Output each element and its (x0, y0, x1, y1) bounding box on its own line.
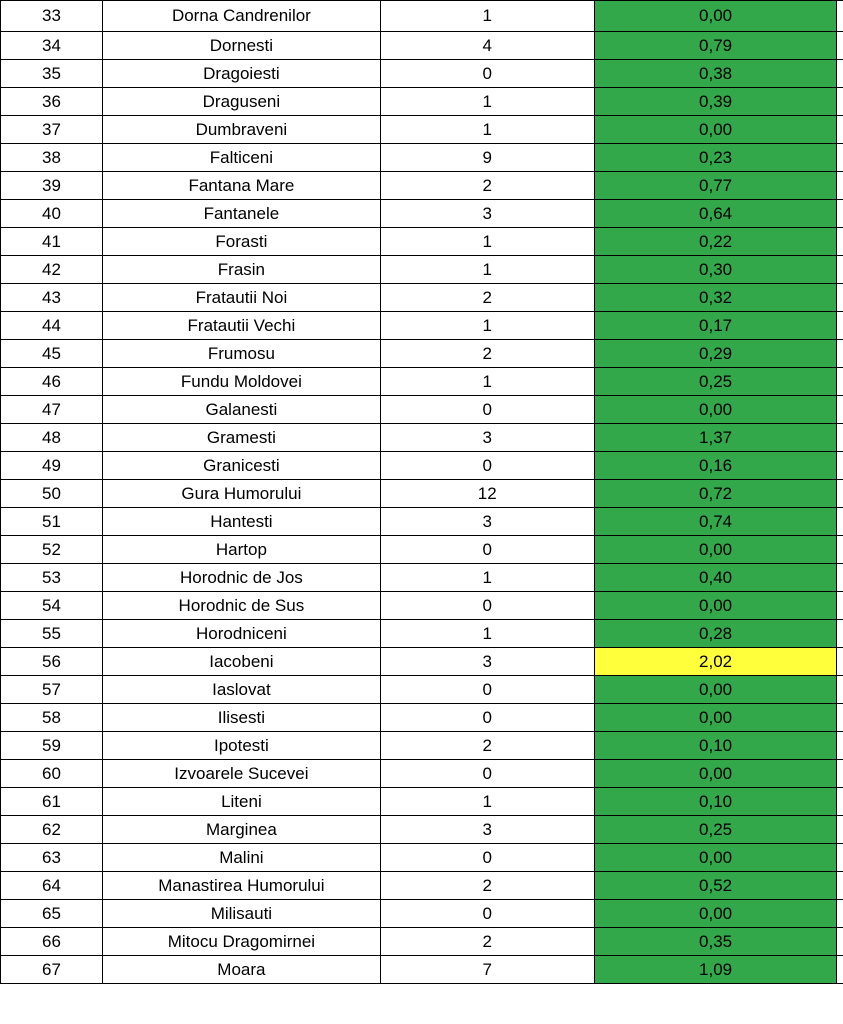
table-row[interactable] (1, 396, 843, 424)
cases-count-cell[interactable]: 0 (380, 704, 594, 732)
incidence-rate-cell[interactable]: 1,37 (594, 424, 837, 452)
table-row[interactable] (1, 1, 843, 32)
row-number-cell[interactable]: 66 (1, 928, 103, 956)
table-row[interactable] (1, 340, 843, 368)
cases-count-cell[interactable]: 0 (380, 536, 594, 564)
next-column-edge-cell[interactable] (837, 88, 843, 116)
row-number-cell[interactable]: 67 (1, 956, 103, 984)
cases-count-cell[interactable]: 2 (380, 928, 594, 956)
incidence-rate-cell[interactable]: 0,25 (594, 368, 837, 396)
cases-count-cell[interactable]: 7 (380, 956, 594, 984)
locality-name-cell[interactable]: Horodnic de Jos (102, 564, 380, 592)
table-row[interactable] (1, 508, 843, 536)
cases-count-cell[interactable]: 0 (380, 396, 594, 424)
next-column-edge-cell[interactable] (837, 480, 843, 508)
table-row[interactable] (1, 144, 843, 172)
next-column-edge-cell[interactable] (837, 172, 843, 200)
row-number-cell[interactable]: 46 (1, 368, 103, 396)
cases-count-cell[interactable]: 3 (380, 816, 594, 844)
next-column-edge-cell[interactable] (837, 368, 843, 396)
locality-name-cell[interactable]: Horodnic de Sus (102, 592, 380, 620)
cases-count-cell[interactable]: 12 (380, 480, 594, 508)
next-column-edge-cell[interactable] (837, 760, 843, 788)
next-column-edge-cell[interactable] (837, 340, 843, 368)
cases-count-cell[interactable]: 3 (380, 508, 594, 536)
locality-name-cell[interactable]: Marginea (102, 816, 380, 844)
incidence-rate-cell[interactable]: 0,00 (594, 396, 837, 424)
incidence-rate-cell[interactable]: 0,00 (594, 592, 837, 620)
table-row[interactable] (1, 200, 843, 228)
row-number-cell[interactable]: 44 (1, 312, 103, 340)
table-row[interactable] (1, 256, 843, 284)
row-number-cell[interactable]: 36 (1, 88, 103, 116)
cases-count-cell[interactable]: 0 (380, 592, 594, 620)
cases-count-cell[interactable]: 2 (380, 172, 594, 200)
row-number-cell[interactable]: 42 (1, 256, 103, 284)
cases-count-cell[interactable]: 3 (380, 200, 594, 228)
table-row[interactable] (1, 480, 843, 508)
row-number-cell[interactable]: 47 (1, 396, 103, 424)
next-column-edge-cell[interactable] (837, 592, 843, 620)
locality-name-cell[interactable]: Falticeni (102, 144, 380, 172)
cases-count-cell[interactable]: 1 (380, 564, 594, 592)
next-column-edge-cell[interactable] (837, 900, 843, 928)
cases-count-cell[interactable]: 0 (380, 844, 594, 872)
row-number-cell[interactable]: 33 (1, 1, 103, 32)
locality-name-cell[interactable]: Hantesti (102, 508, 380, 536)
locality-name-cell[interactable]: Ilisesti (102, 704, 380, 732)
table-row[interactable] (1, 872, 843, 900)
incidence-rate-cell[interactable]: 0,00 (594, 760, 837, 788)
cases-count-cell[interactable]: 2 (380, 340, 594, 368)
next-column-edge-cell[interactable] (837, 648, 843, 676)
next-column-edge-cell[interactable] (837, 116, 843, 144)
next-column-edge-cell[interactable] (837, 396, 843, 424)
cases-count-cell[interactable]: 1 (380, 788, 594, 816)
cases-count-cell[interactable]: 1 (380, 88, 594, 116)
locality-name-cell[interactable]: Malini (102, 844, 380, 872)
locality-name-cell[interactable]: Liteni (102, 788, 380, 816)
incidence-rate-cell[interactable]: 0,16 (594, 452, 837, 480)
cases-count-cell[interactable]: 0 (380, 900, 594, 928)
row-number-cell[interactable]: 35 (1, 60, 103, 88)
incidence-rate-cell[interactable]: 0,64 (594, 200, 837, 228)
incidence-rate-cell[interactable]: 0,40 (594, 564, 837, 592)
incidence-rate-cell[interactable]: 1,09 (594, 956, 837, 984)
incidence-rate-cell[interactable]: 0,00 (594, 900, 837, 928)
row-number-cell[interactable]: 41 (1, 228, 103, 256)
locality-name-cell[interactable]: Fundu Moldovei (102, 368, 380, 396)
locality-name-cell[interactable]: Gramesti (102, 424, 380, 452)
cases-count-cell[interactable]: 4 (380, 32, 594, 60)
cases-count-cell[interactable]: 0 (380, 760, 594, 788)
next-column-edge-cell[interactable] (837, 144, 843, 172)
cases-count-cell[interactable]: 1 (380, 256, 594, 284)
row-number-cell[interactable]: 60 (1, 760, 103, 788)
locality-name-cell[interactable]: Fratautii Noi (102, 284, 380, 312)
row-number-cell[interactable]: 49 (1, 452, 103, 480)
next-column-edge-cell[interactable] (837, 620, 843, 648)
table-row[interactable] (1, 956, 843, 984)
row-number-cell[interactable]: 58 (1, 704, 103, 732)
row-number-cell[interactable]: 52 (1, 536, 103, 564)
incidence-rate-cell[interactable]: 0,00 (594, 704, 837, 732)
row-number-cell[interactable]: 50 (1, 480, 103, 508)
incidence-rate-cell[interactable]: 0,74 (594, 508, 837, 536)
table-row[interactable] (1, 760, 843, 788)
locality-name-cell[interactable]: Iaslovat (102, 676, 380, 704)
locality-name-cell[interactable]: Milisauti (102, 900, 380, 928)
cases-count-cell[interactable]: 1 (380, 228, 594, 256)
row-number-cell[interactable]: 65 (1, 900, 103, 928)
cases-count-cell[interactable]: 0 (380, 452, 594, 480)
table-row[interactable] (1, 592, 843, 620)
table-row[interactable] (1, 788, 843, 816)
table-row[interactable] (1, 704, 843, 732)
cases-count-cell[interactable]: 0 (380, 60, 594, 88)
table-row[interactable] (1, 928, 843, 956)
table-row[interactable] (1, 620, 843, 648)
locality-name-cell[interactable]: Hartop (102, 536, 380, 564)
row-number-cell[interactable]: 63 (1, 844, 103, 872)
table-row[interactable] (1, 732, 843, 760)
incidence-rate-cell[interactable]: 0,32 (594, 284, 837, 312)
table-row[interactable] (1, 564, 843, 592)
table-row[interactable] (1, 844, 843, 872)
incidence-rate-cell[interactable]: 0,00 (594, 844, 837, 872)
table-row[interactable] (1, 536, 843, 564)
next-column-edge-cell[interactable] (837, 704, 843, 732)
locality-name-cell[interactable]: Forasti (102, 228, 380, 256)
locality-name-cell[interactable]: Izvoarele Sucevei (102, 760, 380, 788)
row-number-cell[interactable]: 39 (1, 172, 103, 200)
table-row[interactable] (1, 228, 843, 256)
cases-count-cell[interactable]: 2 (380, 872, 594, 900)
incidence-rate-cell[interactable]: 0,00 (594, 116, 837, 144)
next-column-edge-cell[interactable] (837, 452, 843, 480)
row-number-cell[interactable]: 43 (1, 284, 103, 312)
row-number-cell[interactable]: 45 (1, 340, 103, 368)
locality-name-cell[interactable]: Dragoiesti (102, 60, 380, 88)
locality-name-cell[interactable]: Gura Humorului (102, 480, 380, 508)
table-row[interactable] (1, 368, 843, 396)
row-number-cell[interactable]: 64 (1, 872, 103, 900)
incidence-rate-cell[interactable]: 0,28 (594, 620, 837, 648)
locality-name-cell[interactable]: Mitocu Dragomirnei (102, 928, 380, 956)
table-row[interactable] (1, 424, 843, 452)
row-number-cell[interactable]: 38 (1, 144, 103, 172)
incidence-rate-cell[interactable]: 0,10 (594, 788, 837, 816)
locality-name-cell[interactable]: Frumosu (102, 340, 380, 368)
incidence-rate-cell[interactable]: 0,00 (594, 676, 837, 704)
next-column-edge-cell[interactable] (837, 788, 843, 816)
cases-count-cell[interactable]: 1 (380, 1, 594, 32)
locality-name-cell[interactable]: Draguseni (102, 88, 380, 116)
next-column-edge-cell[interactable] (837, 508, 843, 536)
next-column-edge-cell[interactable] (837, 676, 843, 704)
next-column-edge-cell[interactable] (837, 956, 843, 984)
next-column-edge-cell[interactable] (837, 872, 843, 900)
incidence-rate-cell[interactable]: 0,17 (594, 312, 837, 340)
table-row[interactable] (1, 284, 843, 312)
incidence-rate-cell[interactable]: 0,23 (594, 144, 837, 172)
table-row[interactable] (1, 60, 843, 88)
row-number-cell[interactable]: 62 (1, 816, 103, 844)
locality-name-cell[interactable]: Moara (102, 956, 380, 984)
locality-name-cell[interactable]: Galanesti (102, 396, 380, 424)
table-row[interactable] (1, 676, 843, 704)
next-column-edge-cell[interactable] (837, 844, 843, 872)
incidence-rate-cell[interactable]: 2,02 (594, 648, 837, 676)
incidence-rate-cell[interactable]: 0,00 (594, 536, 837, 564)
locality-name-cell[interactable]: Horodniceni (102, 620, 380, 648)
incidence-rate-cell[interactable]: 0,25 (594, 816, 837, 844)
cases-count-cell[interactable]: 9 (380, 144, 594, 172)
next-column-edge-cell[interactable] (837, 424, 843, 452)
locality-name-cell[interactable]: Granicesti (102, 452, 380, 480)
next-column-edge-cell[interactable] (837, 816, 843, 844)
table-row[interactable] (1, 900, 843, 928)
row-number-cell[interactable]: 51 (1, 508, 103, 536)
next-column-edge-cell[interactable] (837, 1, 843, 32)
table-row[interactable] (1, 312, 843, 340)
table-row[interactable] (1, 816, 843, 844)
next-column-edge-cell[interactable] (837, 536, 843, 564)
row-number-cell[interactable]: 40 (1, 200, 103, 228)
incidence-rate-cell[interactable]: 0,00 (594, 1, 837, 32)
table-body (1, 1, 843, 984)
incidence-rate-cell[interactable]: 0,72 (594, 480, 837, 508)
row-number-cell[interactable]: 53 (1, 564, 103, 592)
cases-count-cell[interactable]: 1 (380, 368, 594, 396)
cases-count-cell[interactable]: 1 (380, 312, 594, 340)
row-number-cell[interactable]: 48 (1, 424, 103, 452)
row-number-cell[interactable]: 56 (1, 648, 103, 676)
locality-name-cell[interactable]: Iacobeni (102, 648, 380, 676)
next-column-edge-cell[interactable] (837, 32, 843, 60)
incidence-rate-cell[interactable]: 0,79 (594, 32, 837, 60)
row-number-cell[interactable]: 59 (1, 732, 103, 760)
incidence-rate-cell[interactable]: 0,29 (594, 340, 837, 368)
next-column-edge-cell[interactable] (837, 732, 843, 760)
incidence-rate-cell[interactable]: 0,10 (594, 732, 837, 760)
incidence-rate-cell[interactable]: 0,38 (594, 60, 837, 88)
table-row[interactable] (1, 648, 843, 676)
cases-count-cell[interactable]: 2 (380, 732, 594, 760)
next-column-edge-cell[interactable] (837, 928, 843, 956)
table-row[interactable] (1, 452, 843, 480)
row-number-cell[interactable]: 54 (1, 592, 103, 620)
incidence-rate-cell[interactable]: 0,35 (594, 928, 837, 956)
locality-name-cell[interactable]: Dorna Candrenilor (102, 1, 380, 32)
next-column-edge-cell[interactable] (837, 60, 843, 88)
incidence-rate-cell[interactable]: 0,22 (594, 228, 837, 256)
incidence-rate-cell[interactable]: 0,77 (594, 172, 837, 200)
cases-count-cell[interactable]: 0 (380, 676, 594, 704)
next-column-edge-cell[interactable] (837, 200, 843, 228)
incidence-rate-cell[interactable]: 0,30 (594, 256, 837, 284)
cases-count-cell[interactable]: 1 (380, 620, 594, 648)
locality-name-cell[interactable]: Frasin (102, 256, 380, 284)
table-row[interactable] (1, 32, 843, 60)
cases-count-cell[interactable]: 2 (380, 284, 594, 312)
table-row[interactable] (1, 116, 843, 144)
row-number-cell[interactable]: 55 (1, 620, 103, 648)
cases-count-cell[interactable]: 1 (380, 116, 594, 144)
locality-name-cell[interactable]: Fantanele (102, 200, 380, 228)
next-column-edge-cell[interactable] (837, 284, 843, 312)
next-column-edge-cell[interactable] (837, 312, 843, 340)
cases-count-cell[interactable]: 3 (380, 648, 594, 676)
row-number-cell[interactable]: 34 (1, 32, 103, 60)
next-column-edge-cell[interactable] (837, 228, 843, 256)
incidence-rate-cell[interactable]: 0,39 (594, 88, 837, 116)
row-number-cell[interactable]: 61 (1, 788, 103, 816)
locality-name-cell[interactable]: Dumbraveni (102, 116, 380, 144)
locality-name-cell[interactable]: Dornesti (102, 32, 380, 60)
locality-name-cell[interactable]: Fratautii Vechi (102, 312, 380, 340)
locality-name-cell[interactable]: Manastirea Humorului (102, 872, 380, 900)
table-row[interactable] (1, 88, 843, 116)
incidence-rate-cell[interactable]: 0,52 (594, 872, 837, 900)
locality-name-cell[interactable]: Ipotesti (102, 732, 380, 760)
row-number-cell[interactable]: 37 (1, 116, 103, 144)
locality-name-cell[interactable]: Fantana Mare (102, 172, 380, 200)
table-row[interactable] (1, 172, 843, 200)
cases-count-cell[interactable]: 3 (380, 424, 594, 452)
next-column-edge-cell[interactable] (837, 564, 843, 592)
next-column-edge-cell[interactable] (837, 256, 843, 284)
row-number-cell[interactable]: 57 (1, 676, 103, 704)
